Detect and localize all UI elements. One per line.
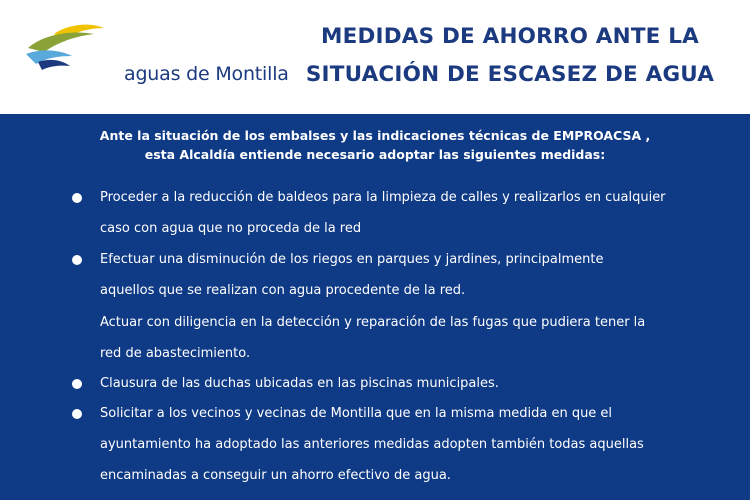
measure-line: aquellos que se realizan con agua procedente de la red. bbox=[100, 283, 466, 298]
intro-line-2: esta Alcaldía entiende necesario adoptar las siguientes medidas: bbox=[144, 147, 606, 162]
measures-panel bbox=[0, 114, 750, 500]
header bbox=[0, 0, 750, 114]
measure-line: Efectuar una disminución de los riegos en parques y jardines, principalmente bbox=[100, 252, 604, 267]
bullet-icon bbox=[72, 193, 82, 203]
measure-line: Solicitar a los vecinos y vecinas de Montilla que en la misma medida en que el bbox=[100, 406, 613, 421]
title-line-1: MEDIDAS DE AHORRO ANTE LA bbox=[321, 24, 699, 49]
logo-brand-suffix: de Montilla bbox=[180, 63, 289, 85]
title-line-2: SITUACIÓN DE ESCASEZ DE AGUA bbox=[305, 62, 715, 87]
bullet-icon bbox=[72, 409, 82, 419]
measure-line: Clausura de las duchas ubicadas en las piscinas municipales. bbox=[100, 376, 499, 391]
bullet-icon bbox=[72, 379, 82, 389]
intro-line-1: Ante la situación de los embalses y las indicaciones técnicas de EMPROACSA , bbox=[99, 128, 651, 143]
logo-brand-prefix: aguas bbox=[124, 63, 181, 85]
page-title bbox=[290, 18, 730, 94]
measure-line: caso con agua que no proceda de la red bbox=[100, 221, 362, 236]
intro-text bbox=[0, 126, 750, 164]
aguas-de-montilla-logo bbox=[24, 20, 289, 85]
measure-line: encaminadas a conseguir un ahorro efectivo de agua. bbox=[100, 468, 451, 483]
measure-line: ayuntamiento ha adoptado las anteriores medidas adopten también todas aquellas bbox=[100, 437, 644, 452]
logo-text bbox=[124, 63, 289, 85]
bullet-icon bbox=[72, 255, 82, 265]
water-wave-logo-icon bbox=[24, 20, 104, 70]
measure-line: Actuar con diligencia en la detección y reparación de las fugas que pudiera tener la bbox=[100, 315, 646, 330]
measure-line: red de abastecimiento. bbox=[100, 346, 251, 361]
measure-line: Proceder a la reducción de baldeos para la limpieza de calles y realizarlos en cualquier bbox=[100, 190, 666, 205]
